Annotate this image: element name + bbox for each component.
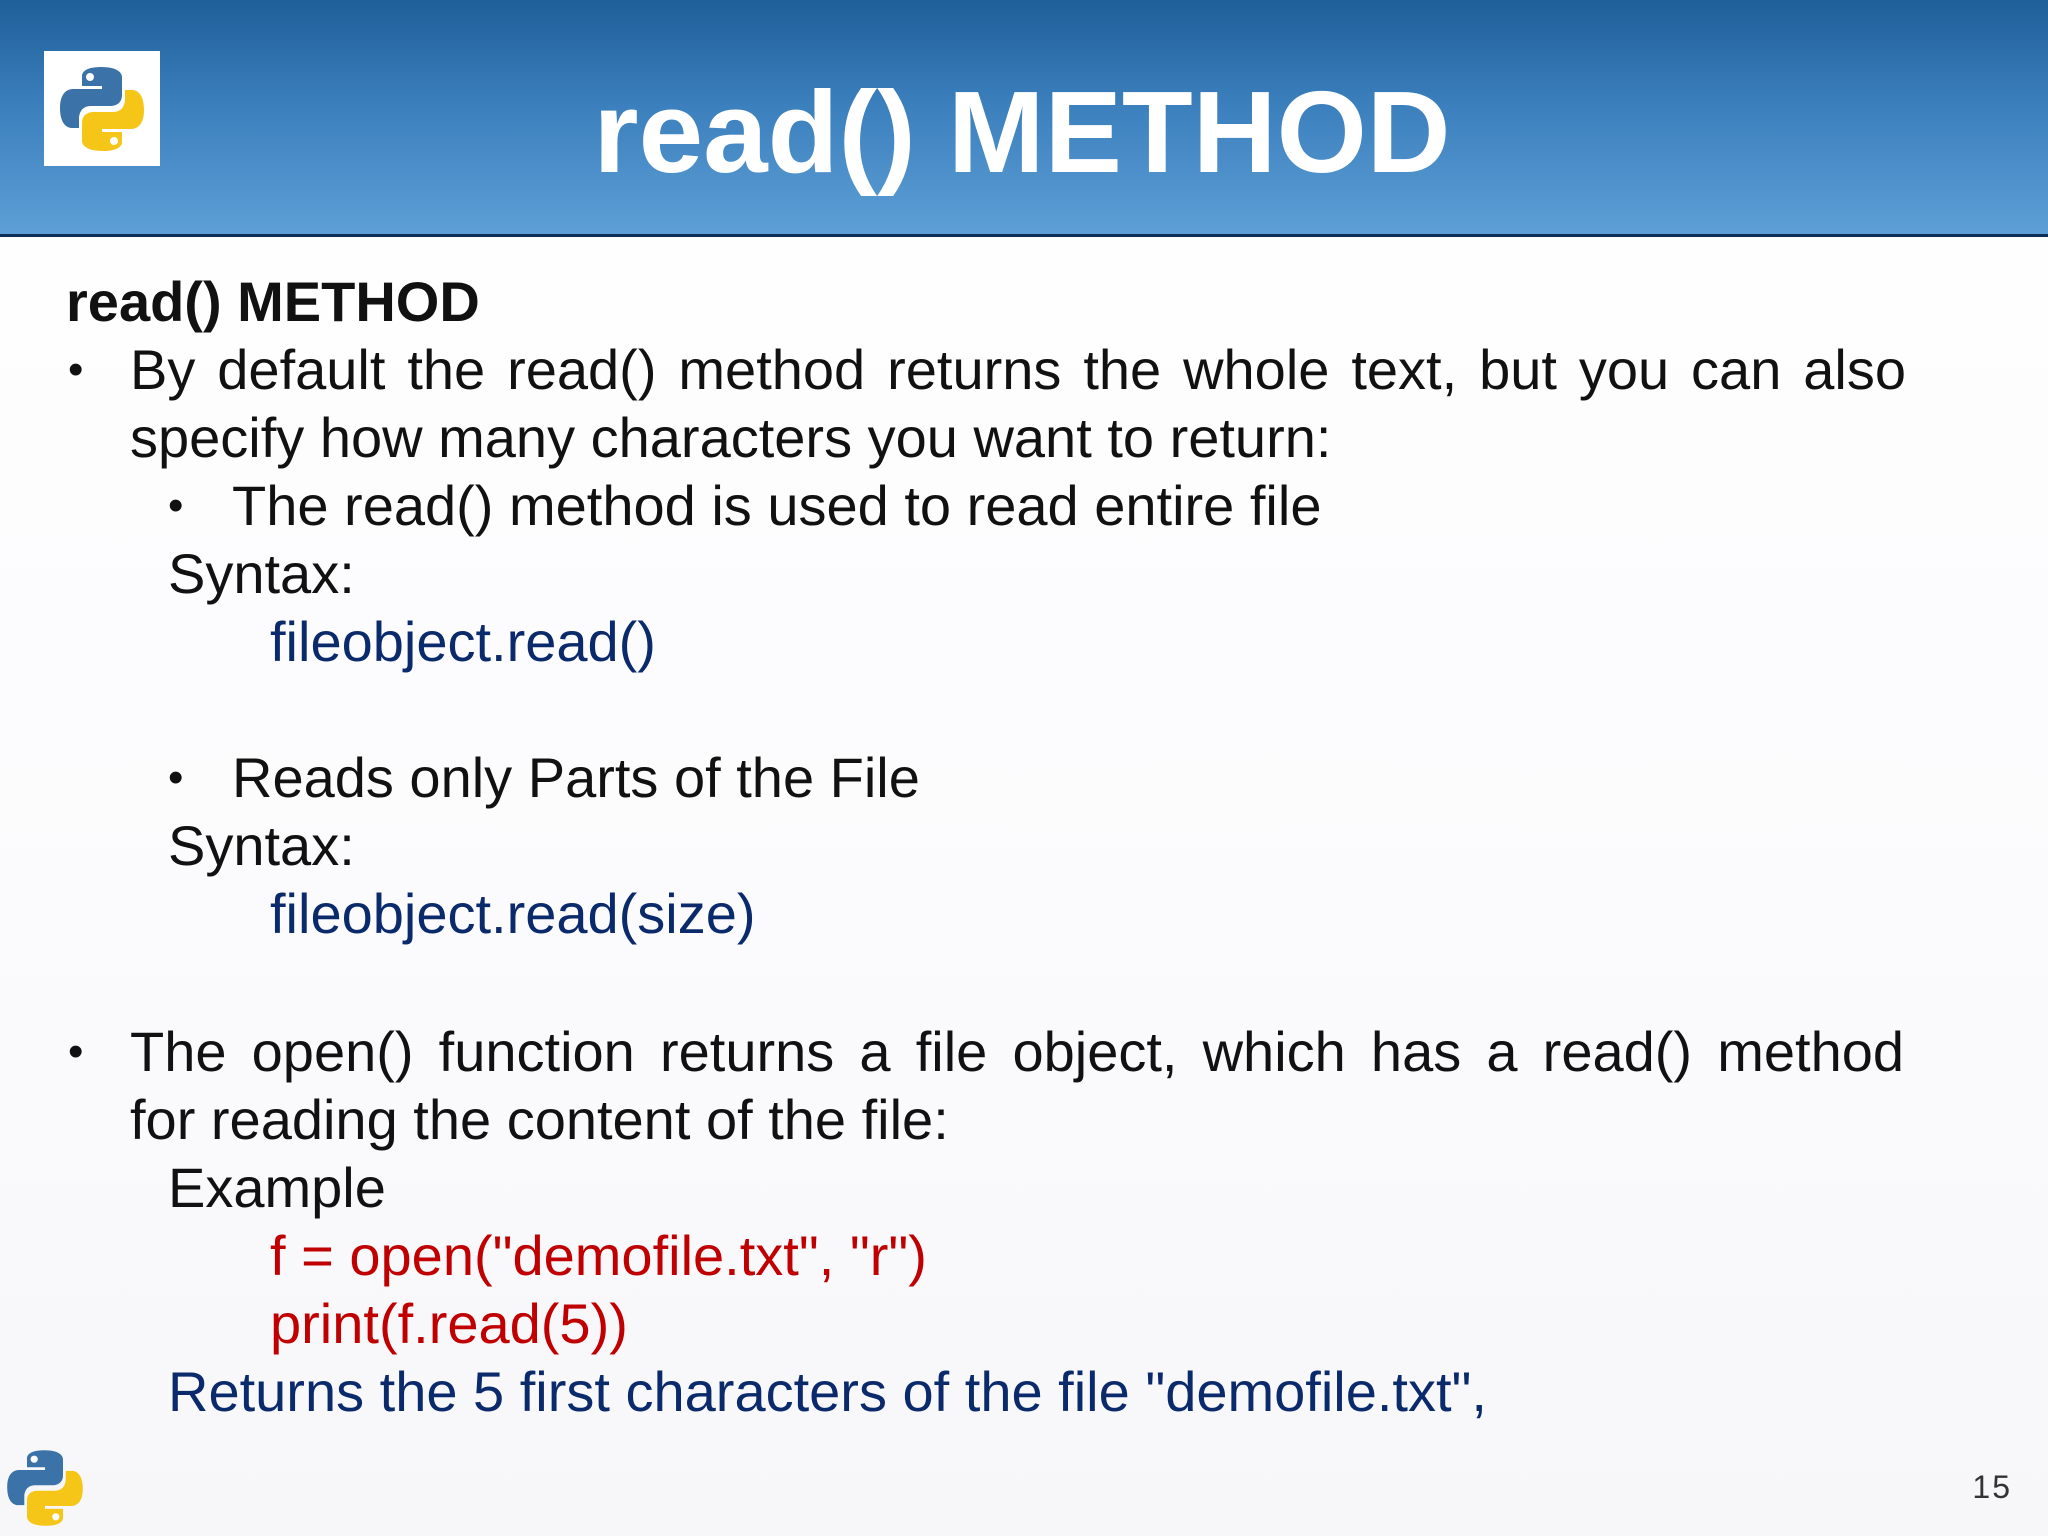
bullet-marker: • — [68, 345, 84, 394]
bullet-marker: • — [68, 1027, 84, 1076]
slide-title: read() METHOD — [593, 67, 1451, 197]
syntax-code-1: fileobject.read() — [270, 610, 656, 673]
syntax-label-1: Syntax: — [168, 542, 355, 605]
bullet-2-line-2: for reading the content of the file: — [130, 1088, 949, 1151]
syntax-label-2: Syntax: — [168, 814, 355, 877]
syntax-code-2: fileobject.read(size) — [270, 882, 756, 945]
footer-logo — [0, 1440, 90, 1536]
page-number: 15 — [1972, 1469, 2012, 1505]
bullet-2-line-1: The open() function returns a file object, which has a read() method — [130, 1020, 1904, 1083]
section-heading: read() METHOD — [66, 270, 480, 333]
sub-bullet-2: Reads only Parts of the File — [232, 746, 920, 809]
bullet-1-line-2: specify how many characters you want to return: — [130, 406, 1332, 469]
python-logo-icon — [0, 1440, 90, 1536]
bullet-1-line-1: By default the read() method returns the whole text, but you can also — [130, 338, 1906, 401]
sub-bullet-1: The read() method is used to read entire file — [232, 474, 1322, 537]
sub-bullet-marker: • — [168, 753, 184, 802]
example-code-line-1: f = open("demofile.txt", "r") — [270, 1224, 927, 1287]
example-note: Returns the 5 first characters of the file "demofile.txt", — [168, 1360, 1487, 1423]
example-label: Example — [168, 1156, 386, 1219]
sub-bullet-marker: • — [168, 481, 184, 530]
example-code-line-2: print(f.read(5)) — [270, 1292, 628, 1355]
